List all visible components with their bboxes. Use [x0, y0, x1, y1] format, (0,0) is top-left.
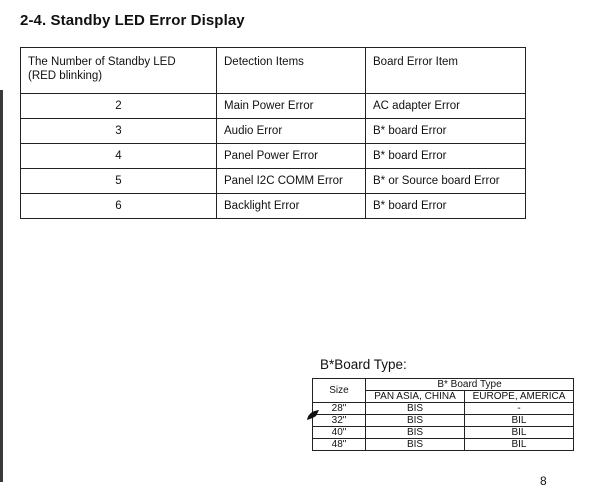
- led-count-cell: 3: [21, 119, 217, 144]
- page-number: 8: [540, 474, 547, 488]
- detection-item-cell: Backlight Error: [217, 194, 366, 219]
- europe-america-cell: BIL: [465, 439, 574, 451]
- header-board-error-item: Board Error Item: [366, 48, 526, 94]
- size-header: Size: [313, 379, 366, 403]
- pan-asia-cell: BIS: [366, 439, 465, 451]
- board-error-cell: B* board Error: [366, 119, 526, 144]
- size-cell: 32": [313, 415, 366, 427]
- europe-america-cell: -: [465, 403, 574, 415]
- section-title: 2-4. Standby LED Error Display: [20, 12, 245, 29]
- board-type-row: [313, 403, 574, 415]
- led-count-cell: 5: [21, 169, 217, 194]
- board-error-cell: B* or Source board Error: [366, 169, 526, 194]
- size-cell: 40": [313, 427, 366, 439]
- board-type-group-header: B* Board Type: [366, 379, 574, 391]
- board-type-header-row: [313, 379, 574, 391]
- board-error-cell: B* board Error: [366, 144, 526, 169]
- led-count-cell: 4: [21, 144, 217, 169]
- header-led-count-line1: The Number of Standby LED (RED blinking): [28, 56, 176, 82]
- header-detection-items: Detection Items: [217, 48, 366, 94]
- table-row: [21, 144, 526, 169]
- board-type-table: [312, 378, 574, 451]
- board-type-title: B*Board Type:: [320, 357, 407, 372]
- board-type-row: [313, 439, 574, 451]
- region-header-europe-america: EUROPE, AMERICA: [465, 391, 574, 403]
- header-led-count: [21, 48, 217, 94]
- board-type-row: [313, 427, 574, 439]
- size-cell: 48": [313, 439, 366, 451]
- table-row: [21, 194, 526, 219]
- led-count-cell: 6: [21, 194, 217, 219]
- board-type-row: [313, 415, 574, 427]
- detection-item-cell: Audio Error: [217, 119, 366, 144]
- europe-america-cell: BIL: [465, 415, 574, 427]
- table-row: [21, 119, 526, 144]
- pan-asia-cell: BIS: [366, 427, 465, 439]
- table-row: [21, 169, 526, 194]
- board-error-cell: B* board Error: [366, 194, 526, 219]
- europe-america-cell: BIL: [465, 427, 574, 439]
- led-count-cell: 2: [21, 94, 217, 119]
- pan-asia-cell: BIS: [366, 403, 465, 415]
- pointer-marker-icon: [306, 409, 320, 421]
- region-header-pan-asia-china: PAN ASIA, CHINA: [366, 391, 465, 403]
- size-cell: 28": [313, 403, 366, 415]
- detection-item-cell: Main Power Error: [217, 94, 366, 119]
- detection-item-cell: Panel Power Error: [217, 144, 366, 169]
- detection-item-cell: Panel I2C COMM Error: [217, 169, 366, 194]
- table-row: [21, 94, 526, 119]
- pan-asia-cell: BIS: [366, 415, 465, 427]
- table-header-row: [21, 48, 526, 94]
- standby-led-error-table: [20, 47, 526, 219]
- board-error-cell: AC adapter Error: [366, 94, 526, 119]
